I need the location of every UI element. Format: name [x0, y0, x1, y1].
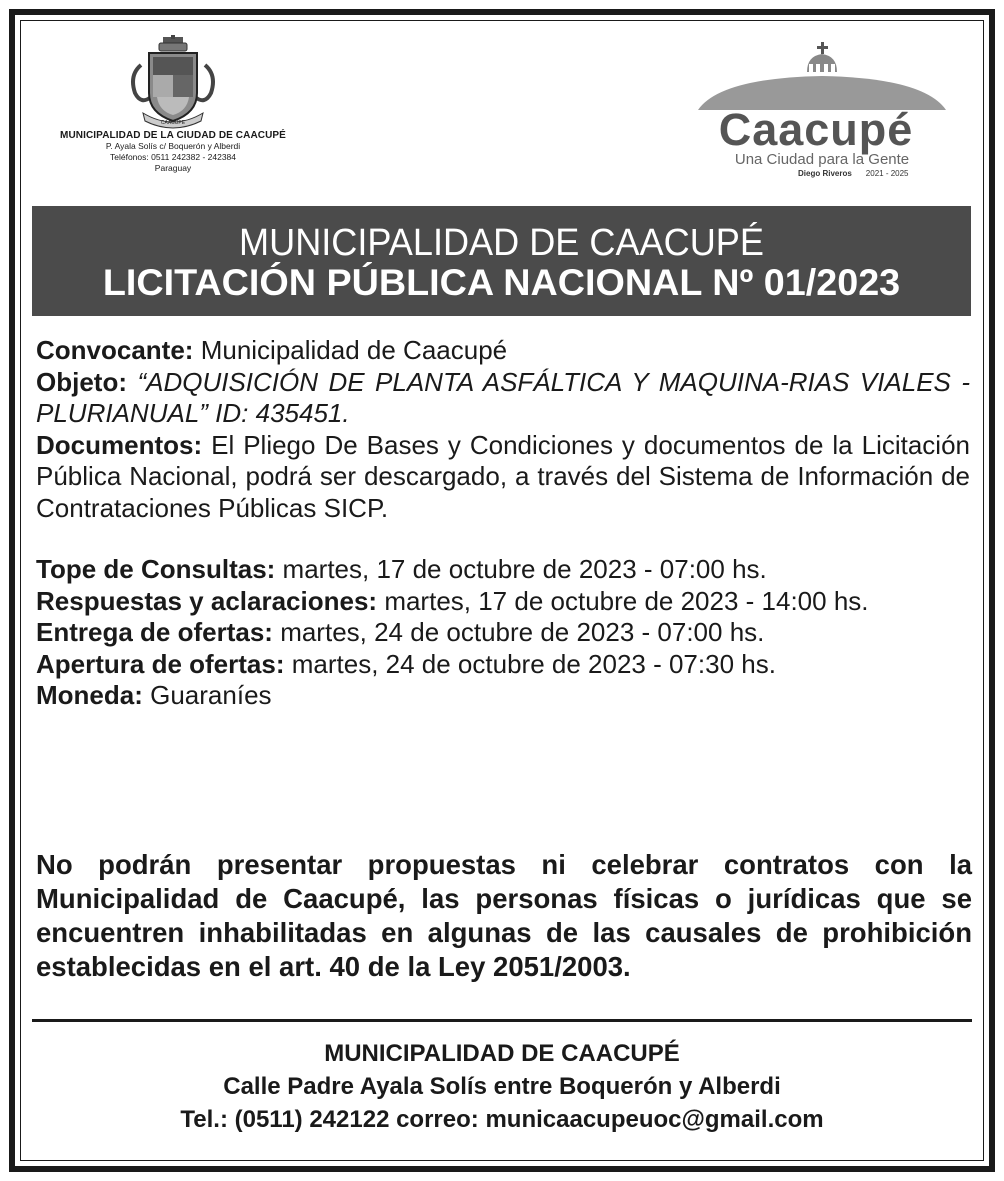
field-moneda: [36, 680, 970, 712]
field-value: El Pliego De Bases y Condiciones y documentos de la Licitación Pública Nacional, podrá ser descargado, a través del Sistema de Información de Contrataciones Públicas SICP.: [36, 429, 971, 523]
title-banner: [32, 206, 971, 316]
tender-details: [36, 335, 970, 712]
field-label: Respuestas y aclaraciones:: [36, 585, 378, 616]
coat-of-arms-icon: [127, 35, 219, 130]
caacupe-logo: [690, 42, 952, 182]
field-value: “ADQUISICIÓN DE PLANTA ASFÁLTICA Y MAQUINA-RIAS VIALES - PLURIANUAL” ID: 435451.: [36, 366, 970, 428]
field-value: Guaraníes: [150, 680, 272, 710]
field-value: martes, 17 de octubre de 2023 - 07:00 hs.: [282, 554, 767, 584]
footer-contact: [32, 1037, 972, 1136]
footer-name: MUNICIPALIDAD DE CAACUPÉ: [324, 1040, 680, 1067]
crest-ribbon-text: CAACUPE: [160, 120, 186, 126]
municipality-header-block: [20, 130, 326, 174]
basilica-dome-icon: [690, 42, 952, 112]
field-entrega: [36, 617, 970, 649]
field-tope: [36, 554, 970, 586]
logo-mayor: Diego Riveros: [798, 169, 852, 178]
field-objeto: [36, 367, 970, 430]
divider: [32, 1019, 972, 1022]
field-label: Apertura de ofertas:: [36, 648, 285, 679]
field-value: martes, 24 de octubre de 2023 - 07:30 hs.: [291, 648, 776, 679]
field-label: Entrega de ofertas:: [36, 617, 273, 647]
field-value: martes, 17 de octubre de 2023 - 14:00 hs.: [384, 585, 869, 616]
field-value: martes, 24 de octubre de 2023 - 07:00 hs.: [280, 617, 765, 647]
field-label: Convocante:: [36, 335, 194, 365]
logo-subline: [798, 169, 948, 179]
field-label: Tope de Consultas:: [36, 554, 276, 584]
banner-title: MUNICIPALIDAD DE CAACUPÉ: [239, 222, 764, 264]
field-label: Moneda:: [36, 680, 143, 710]
field-label: Objeto:: [36, 366, 127, 397]
field-respuestas: [36, 586, 970, 618]
field-documentos: [36, 430, 970, 525]
footer-address: Calle Padre Ayala Solís entre Boquerón y Alberdi: [223, 1073, 781, 1100]
field-convocante: [36, 335, 970, 367]
field-label: Documentos:: [36, 429, 203, 460]
municipality-address: P. Ayala Solís c/ Boquerón y Alberdi: [105, 141, 241, 151]
municipality-name: MUNICIPALIDAD DE LA CIUDAD DE CAACUPÉ: [60, 130, 286, 141]
logo-term: 2021 - 2025: [865, 169, 909, 178]
municipality-country: Paraguay: [154, 163, 192, 173]
logo-wordmark: Caacupé: [718, 104, 914, 155]
banner-subtitle: LICITACIÓN PÚBLICA NACIONAL Nº 01/2023: [102, 262, 901, 303]
municipality-phones: Teléfonos: 0511 242382 - 242384: [109, 152, 237, 162]
prohibition-notice: No podrán presentar propuestas ni celebrar contratos con la Municipalidad de Caacupé, las personas físicas o jurídicas que se encuentren inhabilitadas en algunas de las causales de prohibición establecidas en el art. 40 de la Ley 2051/2003.: [36, 849, 972, 982]
logo-tagline: Una Ciudad para la Gente: [734, 151, 910, 168]
footer-contact-line: Tel.: (0511) 242122 correo: municaacupeuoc@gmail.com: [180, 1106, 824, 1133]
field-value: Municipalidad de Caacupé: [200, 335, 508, 365]
field-apertura: [36, 649, 970, 681]
spacer: [36, 524, 970, 554]
